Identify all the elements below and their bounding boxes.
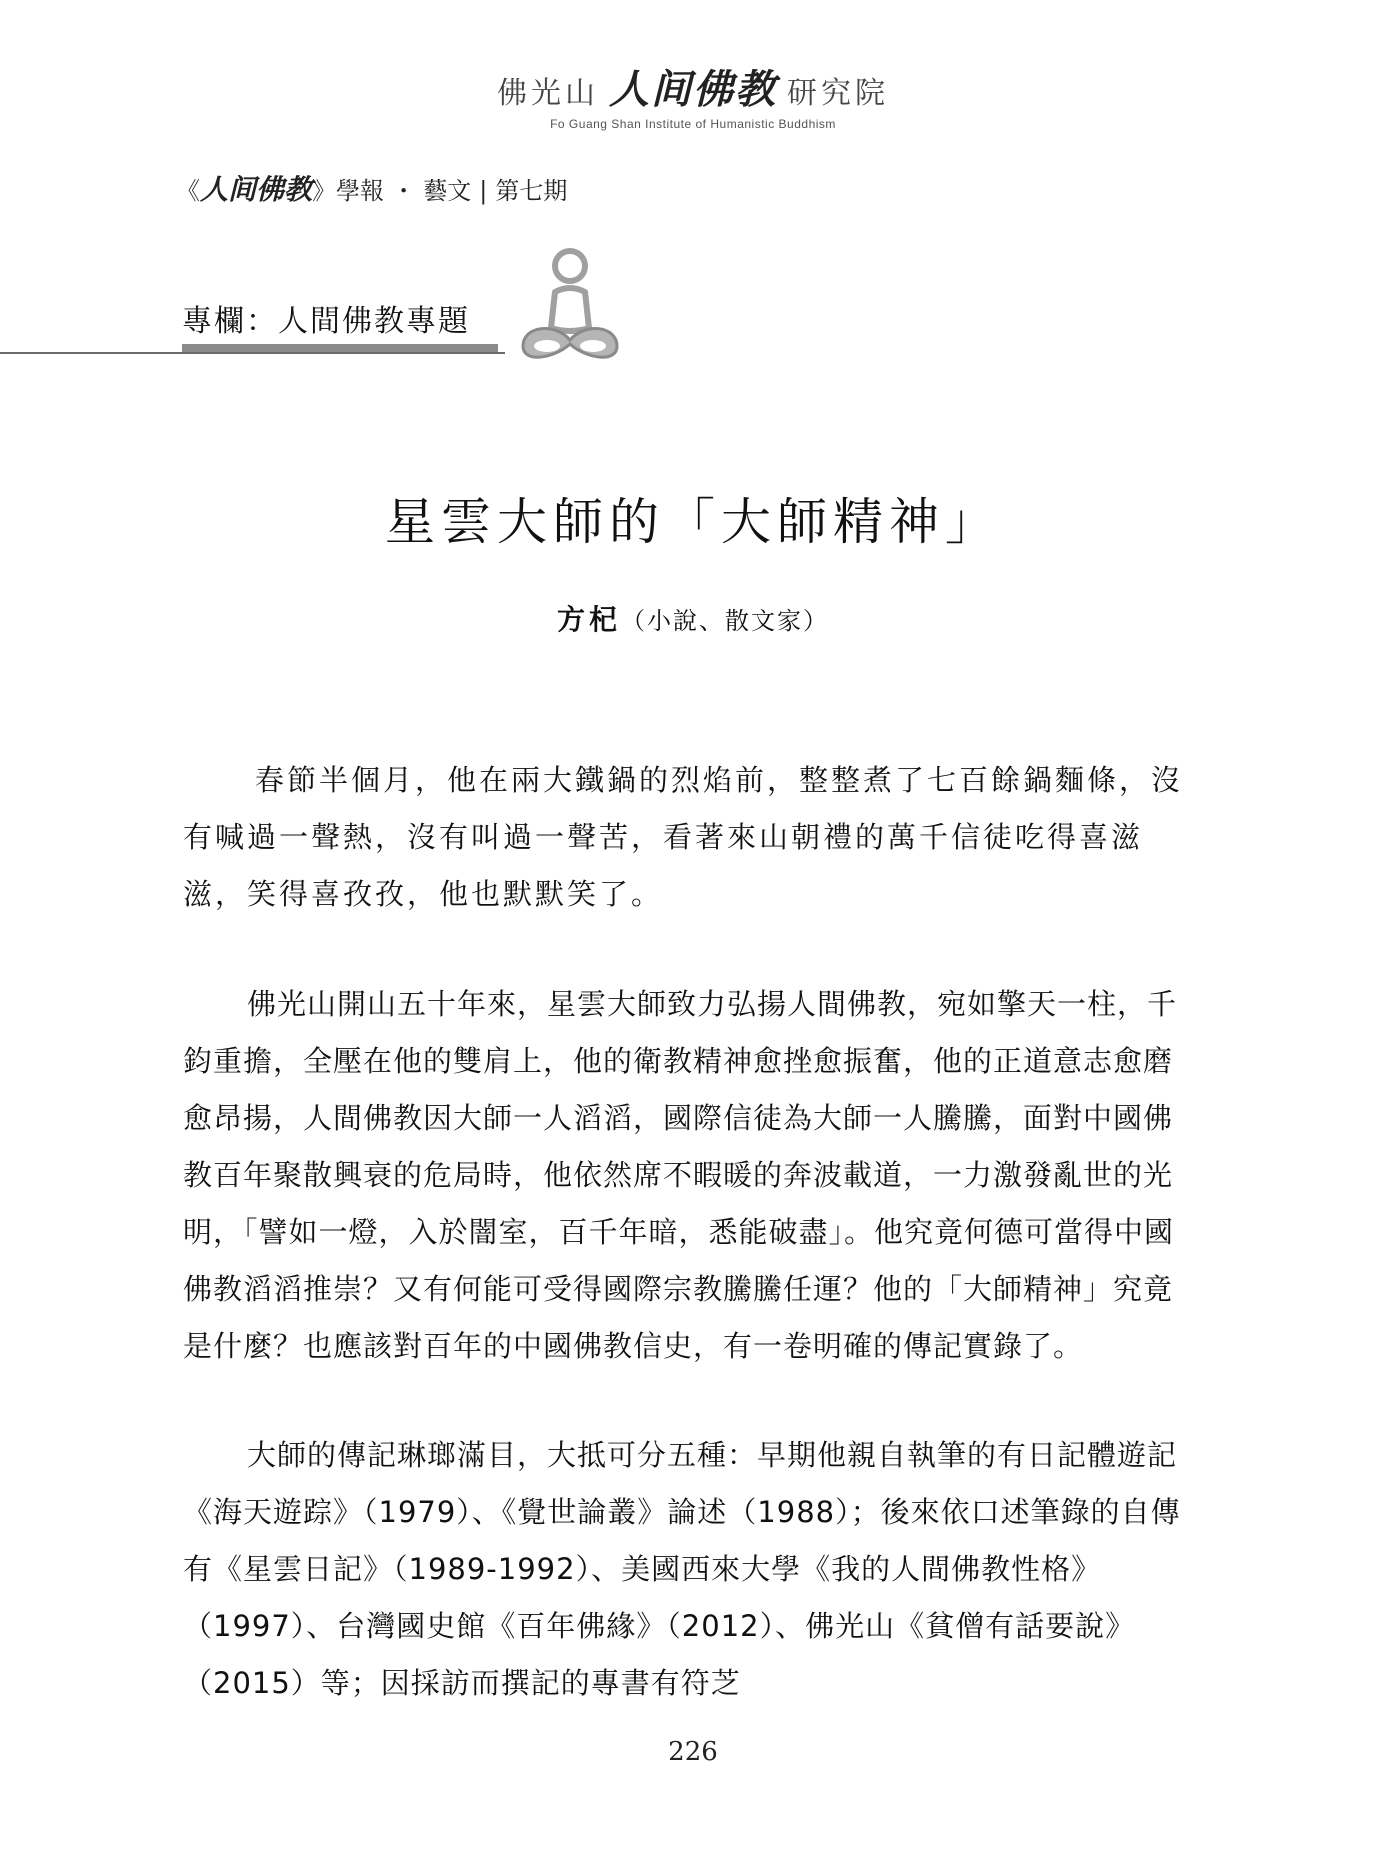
article-author xyxy=(0,598,1386,638)
running-head xyxy=(176,168,567,208)
running-head-journal: 》學報 ・ 藝文 xyxy=(312,177,472,205)
page-number: 226 xyxy=(668,1737,718,1767)
column-rule xyxy=(0,352,505,354)
running-head-issue: 第七期 xyxy=(495,177,568,205)
author-note: （小說、散文家） xyxy=(621,607,829,635)
meditating-figure-icon xyxy=(515,248,625,366)
institute-suffix: 研究院 xyxy=(787,76,889,111)
institute-brand: 人间佛教 xyxy=(609,66,777,113)
article-title: 星雲大師的「大師精神」 xyxy=(385,493,1001,551)
paragraph-2: 佛光山開山五十年來，星雲大師致力弘揚人間佛教，宛如擎天一柱，千鈞重擔，全壓在他的雙肩上，他的衛教精神愈挫愈振奮，他的正道意志愈磨愈昂揚，人間佛教因大師一人滔滔，國際信徒為大師一人騰騰，面對中國佛教百年聚散興衰的危局時，他依然席不暇暖的奔波載道，一力激發亂世的光明，「譬如一燈，入於闇室，百千年暗，悉能破盡」。他究竟何德可當得中國佛教滔滔推崇？又有何能可受得國際宗教騰騰任運？他的「大師精神」究竟是什麼？也應該對百年的中國佛教信史，有一卷明確的傳記實錄了。 xyxy=(183,987,1178,1363)
paragraph-3: 大師的傳記琳瑯滿目，大抵可分五種：早期他親自執筆的有日記體遊記《海天遊踪》（1979）、《覺世論叢》論述（1988）；後來依口述筆錄的自傳有《星雲日記》（1989-1992）、美國西來大學《我的人間佛教性格》（1997）、台灣國史館《百年佛緣》（2012）、佛光山《貧僧有話要說》（2015）等；因採訪而撰記的專書有符芝 xyxy=(183,1438,1181,1700)
running-head-open-bracket: 《 xyxy=(176,177,200,205)
institute-name xyxy=(497,58,889,115)
running-head-separator: | xyxy=(479,177,488,205)
column-rule-accent xyxy=(182,344,498,352)
institute-english-name: Fo Guang Shan Institute of Humanistic Buddhism xyxy=(550,117,836,131)
author-name: 方杞 xyxy=(556,603,621,636)
institute-header xyxy=(0,58,1386,131)
institute-prefix: 佛光山 xyxy=(497,76,599,111)
paragraph-1: 春節半個月，他在兩大鐵鍋的烈焰前，整整煮了七百餘鍋麵條，沒有喊過一聲熱，沒有叫過一聲苦，看著來山朝禮的萬千信徒吃得喜滋滋，笑得喜孜孜，他也默默笑了。 xyxy=(183,763,1184,911)
running-head-brand: 人间佛教 xyxy=(200,173,313,206)
column-label: 專欄：人間佛教專題 xyxy=(182,304,470,339)
